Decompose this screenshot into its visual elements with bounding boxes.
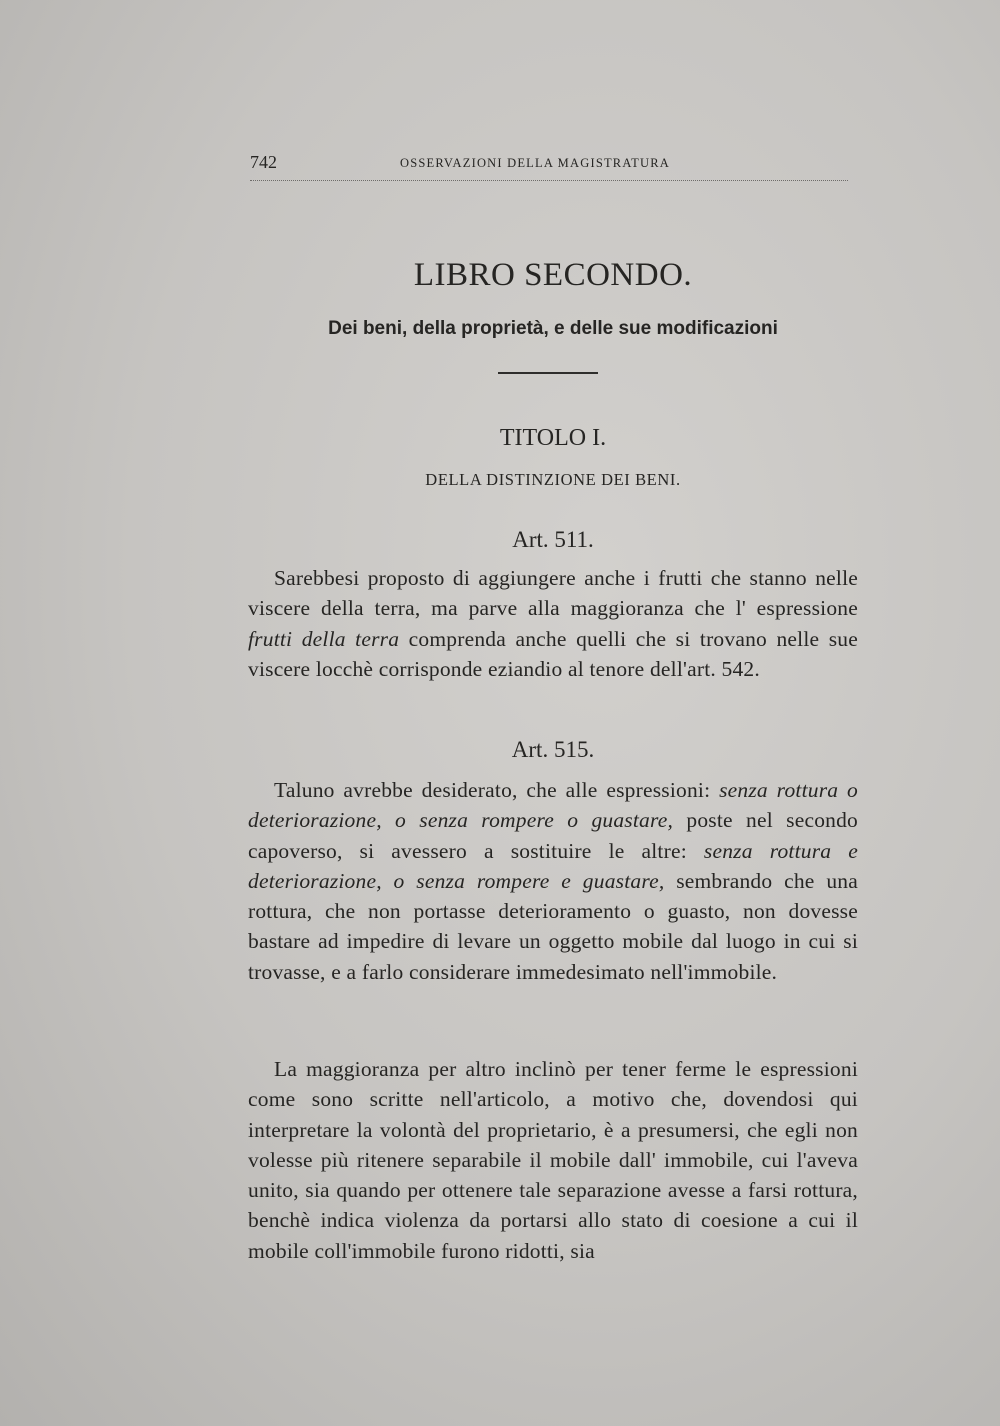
article-heading-515: Art. 515. [511, 737, 595, 762]
text-run: poste nel secondo capoverso, si avessero a sostituire le altre: [248, 808, 859, 863]
running-title: OSSERVAZIONI DELLA MAGISTRATURA [400, 156, 671, 170]
text-run: Sarebbesi proposto di aggiungere anche i frutti che stanno nelle viscere della terra, ma parve alla maggioranza che l' espressione [248, 566, 858, 621]
article-515-paragraph-2 [248, 1054, 858, 1266]
book-title: LIBRO SECONDO. [413, 257, 693, 293]
italic-run: senza rottura e deteriorazione, o senza rompere e guastare, [248, 838, 859, 893]
text-run: sembrando che una rottura, che non portasse deterioramento o guasto, non dovesse bastare ad impedire di levare un oggetto mobile dal luogo in cui si trovasse, e a farlo considerare immedesimato nell'immobile. [248, 868, 858, 984]
titolo-heading: TITOLO I. [499, 425, 607, 451]
italic-run: frutti della terra [248, 626, 400, 651]
running-header [250, 150, 848, 181]
italic-run: senza rottura o deteriorazione, o senza rompere o guastare, [248, 778, 858, 833]
article-511-paragraph [248, 563, 858, 684]
text-run: Taluno avrebbe desiderato, che alle espressioni: [274, 778, 720, 802]
section-divider [498, 372, 598, 374]
text-run: La maggioranza per altro inclinò per tener ferme le espressioni come sono scritte nell'articolo, a motivo che, dovendosi qui interpretare la volontà del proprietario, è a presumersi, che egli non volesse più ritenere separabile il mobile dall' immobile, cui l'aveva unito, sia quando per ottenere tale separazione avesse a farsi rottura, benchè indica violenza da portarsi allo stato di coesione a cui il mobile coll'immobile furono ridotti, sia [248, 1057, 858, 1263]
article-heading-511: Art. 511. [512, 527, 594, 552]
titolo-subheading: DELLA DISTINZIONE DEI BENI. [425, 470, 681, 489]
book-subtitle: Dei beni, della proprietà, e delle sue modificazioni [328, 318, 778, 339]
text-run: comprenda anche quelli che si trovano nelle sue viscere locchè corrisponde eziandio al tenore dell'art. 542. [248, 626, 858, 681]
article-515-paragraph-1 [248, 775, 858, 987]
page-number: 742 [250, 152, 277, 172]
